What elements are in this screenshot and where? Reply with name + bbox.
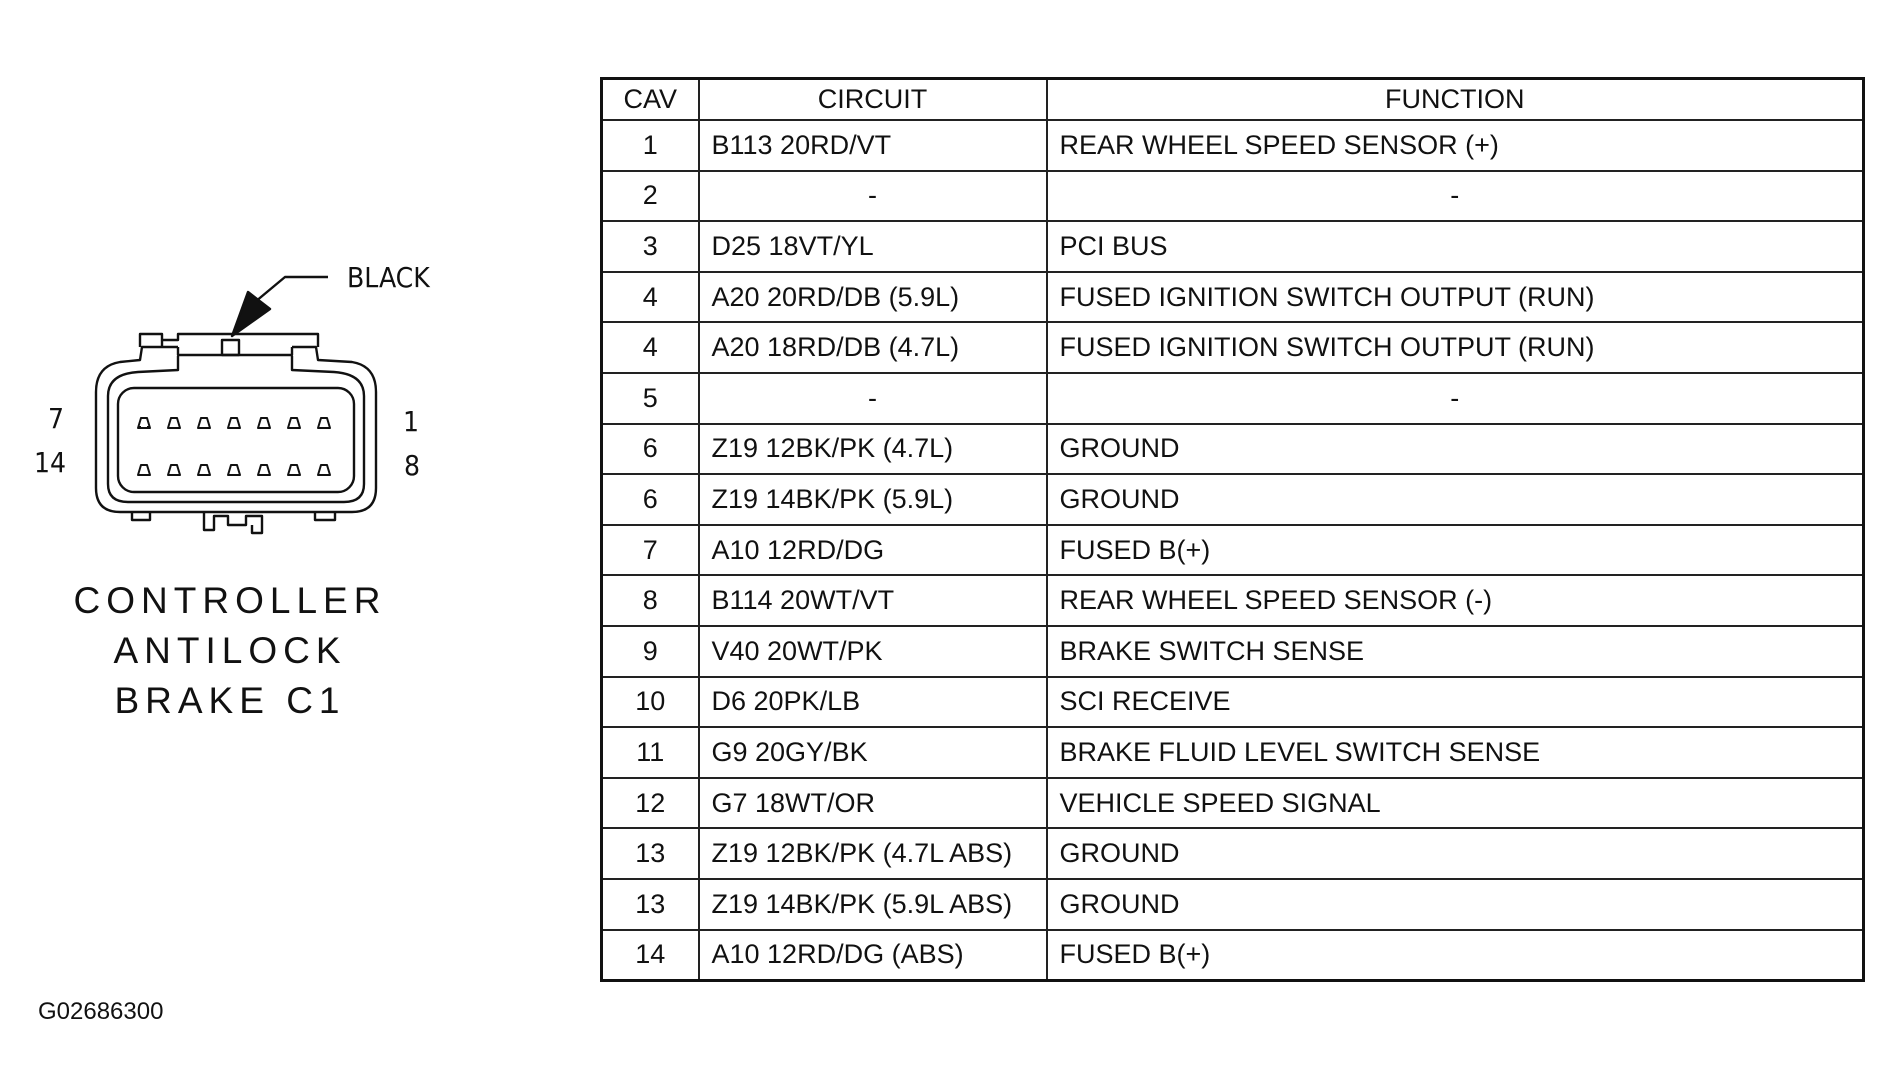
cav-cell: 1 (602, 120, 699, 171)
table-row (602, 424, 1864, 475)
function-cell: BRAKE FLUID LEVEL SWITCH SENSE (1047, 727, 1864, 778)
cav-cell: 14 (602, 930, 699, 981)
table-row (602, 575, 1864, 626)
circuit-cell: B114 20WT/VT (699, 575, 1047, 626)
cav-cell: 9 (602, 626, 699, 677)
connector-title-line-1: CONTROLLER (73, 580, 387, 621)
table-row (602, 322, 1864, 373)
table-header-row (602, 79, 1864, 121)
connector-title-line-3: BRAKE C1 (114, 680, 346, 721)
function-cell: VEHICLE SPEED SIGNAL (1047, 778, 1864, 829)
circuit-cell: D25 18VT/YL (699, 221, 1047, 272)
table-row (602, 474, 1864, 525)
table-row (602, 626, 1864, 677)
circuit-cell: - (699, 171, 1047, 222)
function-cell: GROUND (1047, 879, 1864, 930)
function-cell: - (1047, 373, 1864, 424)
cav-cell: 4 (602, 322, 699, 373)
circuit-cell: Z19 12BK/PK (4.7L ABS) (699, 828, 1047, 879)
circuit-cell: A10 12RD/DG (ABS) (699, 930, 1047, 981)
cav-cell: 4 (602, 272, 699, 323)
function-cell: REAR WHEEL SPEED SENSOR (-) (1047, 575, 1864, 626)
connector-housing (96, 347, 376, 512)
function-cell: PCI BUS (1047, 221, 1864, 272)
cav-cell: 6 (602, 424, 699, 475)
function-cell: BRAKE SWITCH SENSE (1047, 626, 1864, 677)
table-row (602, 171, 1864, 222)
cavity-row-top (138, 418, 330, 428)
function-cell: FUSED IGNITION SWITCH OUTPUT (RUN) (1047, 272, 1864, 323)
function-cell: GROUND (1047, 828, 1864, 879)
header-circuit: CIRCUIT (699, 79, 1047, 121)
function-cell: FUSED B(+) (1047, 525, 1864, 576)
table-row (602, 879, 1864, 930)
function-cell: REAR WHEEL SPEED SENSOR (+) (1047, 120, 1864, 171)
cavity-row-bottom (138, 465, 330, 475)
connector-latch (140, 334, 318, 355)
function-cell: GROUND (1047, 474, 1864, 525)
circuit-cell: Z19 12BK/PK (4.7L) (699, 424, 1047, 475)
connector-title (60, 576, 400, 726)
terminal-cavities (138, 418, 330, 475)
header-function: FUNCTION (1047, 79, 1864, 121)
function-cell: FUSED IGNITION SWITCH OUTPUT (RUN) (1047, 322, 1864, 373)
cav-cell: 11 (602, 727, 699, 778)
color-leader-arrow (232, 277, 328, 336)
header-cav: CAV (602, 79, 699, 121)
table-row (602, 272, 1864, 323)
pin-table-body (602, 120, 1864, 981)
circuit-cell: D6 20PK/LB (699, 677, 1047, 728)
cav-cell: 2 (602, 171, 699, 222)
figure-id: G02686300 (38, 998, 164, 1025)
pin-out-table (600, 77, 1865, 982)
function-cell: GROUND (1047, 424, 1864, 475)
circuit-cell: V40 20WT/PK (699, 626, 1047, 677)
cav-cell: 5 (602, 373, 699, 424)
cav-cell: 10 (602, 677, 699, 728)
cav-cell: 8 (602, 575, 699, 626)
table-row (602, 120, 1864, 171)
table-row (602, 677, 1864, 728)
pin-number-bottom-right: 8 (404, 449, 421, 482)
table-row (602, 221, 1864, 272)
circuit-cell: Z19 14BK/PK (5.9L) (699, 474, 1047, 525)
cav-cell: 13 (602, 879, 699, 930)
circuit-cell: Z19 14BK/PK (5.9L ABS) (699, 879, 1047, 930)
table-row (602, 778, 1864, 829)
circuit-cell: A20 18RD/DB (4.7L) (699, 322, 1047, 373)
table-row (602, 525, 1864, 576)
circuit-cell: B113 20RD/VT (699, 120, 1047, 171)
table-row (602, 828, 1864, 879)
function-cell: SCI RECEIVE (1047, 677, 1864, 728)
cav-cell: 3 (602, 221, 699, 272)
function-cell: FUSED B(+) (1047, 930, 1864, 981)
table-row (602, 373, 1864, 424)
cav-cell: 6 (602, 474, 699, 525)
cav-cell: 12 (602, 778, 699, 829)
circuit-cell: A20 20RD/DB (5.9L) (699, 272, 1047, 323)
connector-bottom-tabs (132, 512, 335, 533)
cav-cell: 7 (602, 525, 699, 576)
pin-number-bottom-left: 14 (34, 446, 67, 479)
pin-number-top-right: 1 (403, 405, 420, 438)
circuit-cell: G9 20GY/BK (699, 727, 1047, 778)
function-cell: - (1047, 171, 1864, 222)
circuit-cell: A10 12RD/DG (699, 525, 1047, 576)
connector-color-label: BLACK (347, 261, 430, 294)
circuit-cell: - (699, 373, 1047, 424)
cav-cell: 13 (602, 828, 699, 879)
table-row (602, 727, 1864, 778)
table-row (602, 930, 1864, 981)
pin-number-top-left: 7 (48, 402, 65, 435)
connector-title-line-2: ANTILOCK (113, 630, 347, 671)
circuit-cell: G7 18WT/OR (699, 778, 1047, 829)
